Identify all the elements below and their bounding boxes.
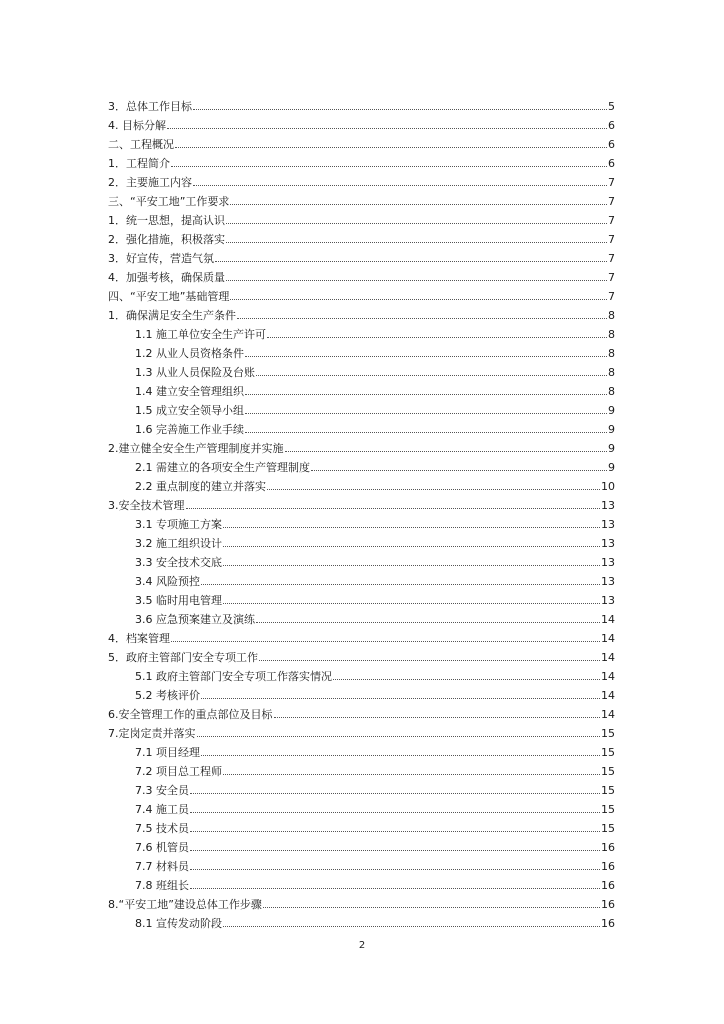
dot-leader <box>193 184 607 186</box>
toc-entry-title: 7.5 技术员 <box>135 822 189 835</box>
toc-entry[interactable] <box>108 284 615 303</box>
toc-entry[interactable] <box>108 816 615 835</box>
toc-entry[interactable] <box>108 208 615 227</box>
toc-entry-page: 8 <box>608 347 615 360</box>
toc-entry-title: 3.2 施工组织设计 <box>135 537 222 550</box>
toc-entry[interactable] <box>108 474 615 493</box>
toc-entry[interactable] <box>108 94 615 113</box>
toc-entry-page: 16 <box>601 841 615 854</box>
toc-entry-title: 6.安全管理工作的重点部位及目标 <box>108 708 273 721</box>
dot-leader <box>223 564 600 566</box>
toc-entry-page: 8 <box>608 328 615 341</box>
toc-entry-page: 9 <box>608 461 615 474</box>
dot-leader <box>197 735 601 737</box>
toc-entry-title: 7.4 施工员 <box>135 803 189 816</box>
toc-entry[interactable] <box>108 892 615 911</box>
dot-leader <box>201 697 600 699</box>
dot-leader <box>226 241 607 243</box>
toc-entry-page: 6 <box>608 157 615 170</box>
toc-entry[interactable] <box>108 189 615 208</box>
toc-entry[interactable] <box>108 911 615 930</box>
toc-entry-title: 2.建立健全安全生产管理制度并实施 <box>108 442 284 455</box>
toc-entry-page: 13 <box>601 518 615 531</box>
toc-entry[interactable] <box>108 379 615 398</box>
toc-entry[interactable] <box>108 531 615 550</box>
toc-entry-page: 13 <box>601 537 615 550</box>
toc-entry-page: 15 <box>601 803 615 816</box>
dot-leader <box>223 773 600 775</box>
toc-entry[interactable] <box>108 759 615 778</box>
toc-entry-page: 8 <box>608 366 615 379</box>
toc-entry-title: 7.6 机管员 <box>135 841 189 854</box>
toc-entry-title: 1.5 成立安全领导小组 <box>135 404 244 417</box>
toc-entry-title: 2.1 需建立的各项安全生产管理制度 <box>135 461 310 474</box>
toc-entry-page: 7 <box>608 252 615 265</box>
dot-leader <box>245 412 607 414</box>
toc-entry-page: 15 <box>601 765 615 778</box>
toc-entry-title: 3．总体工作目标 <box>108 100 192 113</box>
toc-entry-title: 4. 目标分解 <box>108 119 166 132</box>
toc-entry-page: 7 <box>608 271 615 284</box>
toc-entry-page: 13 <box>601 575 615 588</box>
toc-entry-page: 7 <box>608 233 615 246</box>
toc-entry-page: 7 <box>608 290 615 303</box>
toc-entry-title: 1．确保满足安全生产条件 <box>108 309 236 322</box>
dot-leader <box>267 336 607 338</box>
toc-entry-page: 8 <box>608 385 615 398</box>
toc-entry-page: 5 <box>608 100 615 113</box>
toc-entry-title: 3.3 安全技术交底 <box>135 556 222 569</box>
toc-entry[interactable] <box>108 778 615 797</box>
toc-entry[interactable] <box>108 493 615 512</box>
toc-entry-page: 9 <box>608 404 615 417</box>
dot-leader <box>223 602 600 604</box>
dot-leader <box>193 108 607 110</box>
toc-entry-title: 1.4 建立安全管理组织 <box>135 385 244 398</box>
toc-entry[interactable] <box>108 550 615 569</box>
toc-entry[interactable] <box>108 740 615 759</box>
toc-entry-title: 1.1 施工单位安全生产许可 <box>135 328 266 341</box>
toc-entry-title: 二、工程概况 <box>108 138 174 151</box>
toc-entry-page: 13 <box>601 499 615 512</box>
toc-entry[interactable] <box>108 607 615 626</box>
toc-entry[interactable] <box>108 417 615 436</box>
toc-entry-page: 16 <box>601 879 615 892</box>
dot-leader <box>223 526 600 528</box>
toc-entry[interactable] <box>108 721 615 740</box>
toc-entry[interactable] <box>108 151 615 170</box>
toc-entry-title: 7.定岗定责并落实 <box>108 727 196 740</box>
toc-entry-title: 1.6 完善施工作业手续 <box>135 423 244 436</box>
dot-leader <box>259 659 600 661</box>
toc-entry[interactable] <box>108 588 615 607</box>
dot-leader <box>333 678 600 680</box>
toc-entry[interactable] <box>108 645 615 664</box>
dot-leader <box>263 906 600 908</box>
toc-entry-title: 2．强化措施，积极落实 <box>108 233 225 246</box>
dot-leader <box>190 887 600 889</box>
toc-entry-title: 3.5 临时用电管理 <box>135 594 222 607</box>
toc-entry-page: 14 <box>601 651 615 664</box>
toc-entry-page: 9 <box>608 423 615 436</box>
toc-entry-page: 13 <box>601 594 615 607</box>
toc-entry-page: 9 <box>608 442 615 455</box>
toc-entry-page: 7 <box>608 214 615 227</box>
dot-leader <box>226 279 607 281</box>
dot-leader <box>245 431 607 433</box>
toc-entry-title: 3.安全技术管理 <box>108 499 185 512</box>
toc-entry[interactable] <box>108 398 615 417</box>
dot-leader <box>167 127 607 129</box>
dot-leader <box>171 165 607 167</box>
dot-leader <box>190 811 600 813</box>
toc-entry-title: 1．工程简介 <box>108 157 170 170</box>
page-number: 2 <box>358 940 366 951</box>
toc-entry[interactable] <box>108 246 615 265</box>
toc-entry-page: 8 <box>608 309 615 322</box>
toc-entry-title: 2．主要施工内容 <box>108 176 192 189</box>
dot-leader <box>186 507 601 509</box>
dot-leader <box>215 260 607 262</box>
toc-entry[interactable] <box>108 569 615 588</box>
toc-entry[interactable] <box>108 227 615 246</box>
toc-entry-page: 14 <box>601 670 615 683</box>
toc-entry-title: 7.2 项目总工程师 <box>135 765 222 778</box>
toc-entry-title: 三、“平安工地”工作要求 <box>108 195 230 208</box>
toc-entry[interactable] <box>108 132 615 151</box>
dot-leader <box>237 317 607 319</box>
toc-entry-page: 6 <box>608 119 615 132</box>
dot-leader <box>245 393 607 395</box>
dot-leader <box>256 621 600 623</box>
toc-entry-page: 14 <box>601 708 615 721</box>
toc-entry-title: 7.1 项目经理 <box>135 746 200 759</box>
toc-entry[interactable] <box>108 664 615 683</box>
dot-leader <box>311 469 607 471</box>
toc-entry-page: 16 <box>601 860 615 873</box>
toc-entry-title: 1.2 从业人员资格条件 <box>135 347 244 360</box>
toc-entry-title: 7.7 材料员 <box>135 860 189 873</box>
toc-entry-page: 15 <box>601 727 615 740</box>
toc-entry[interactable] <box>108 873 615 892</box>
toc-entry[interactable] <box>108 512 615 531</box>
dot-leader <box>223 545 600 547</box>
toc-entry[interactable] <box>108 322 615 341</box>
toc-entry-title: 3.1 专项施工方案 <box>135 518 222 531</box>
dot-leader <box>256 374 607 376</box>
toc-entry-title: 3.4 风险预控 <box>135 575 200 588</box>
dot-leader <box>201 754 600 756</box>
toc-entry-page: 15 <box>601 784 615 797</box>
toc-entry[interactable] <box>108 835 615 854</box>
toc-entry-page: 14 <box>601 613 615 626</box>
dot-leader <box>201 583 600 585</box>
toc-entry-page: 13 <box>601 556 615 569</box>
toc-entry-title: 1.3 从业人员保险及台账 <box>135 366 255 379</box>
dot-leader <box>190 792 600 794</box>
toc-entry-page: 6 <box>608 138 615 151</box>
dot-leader <box>226 222 607 224</box>
toc-entry[interactable] <box>108 683 615 702</box>
toc-entry-page: 16 <box>601 917 615 930</box>
dot-leader <box>223 925 600 927</box>
toc-entry-page: 7 <box>608 176 615 189</box>
toc-entry[interactable] <box>108 436 615 455</box>
toc-entry-title: 5.1 政府主管部门安全专项工作落实情况 <box>135 670 332 683</box>
toc-entry-title: 5.2 考核评价 <box>135 689 200 702</box>
dot-leader <box>190 868 600 870</box>
dot-leader <box>171 640 600 642</box>
toc-entry[interactable] <box>108 341 615 360</box>
dot-leader <box>190 830 600 832</box>
toc-entry[interactable] <box>108 113 615 132</box>
toc-entry-title: 四、“平安工地”基础管理 <box>108 290 230 303</box>
toc-entry-title: 1．统一思想，提高认识 <box>108 214 225 227</box>
dot-leader <box>230 203 607 205</box>
toc-entry-title: 3.6 应急预案建立及演练 <box>135 613 255 626</box>
toc-entry[interactable] <box>108 626 615 645</box>
toc-entry[interactable] <box>108 854 615 873</box>
toc-entry-title: 8.1 宣传发动阶段 <box>135 917 222 930</box>
toc-entry[interactable] <box>108 265 615 284</box>
toc-entry-title: 8.“平安工地”建设总体工作步骤 <box>108 898 262 911</box>
dot-leader <box>190 849 600 851</box>
dot-leader <box>175 146 607 148</box>
toc-entry-title: 7.8 班组长 <box>135 879 189 892</box>
toc-entry-title: 3．好宣传，营造气氛 <box>108 252 214 265</box>
toc-entry-page: 14 <box>601 632 615 645</box>
toc-entry-page: 10 <box>601 480 615 493</box>
toc-entry-page: 7 <box>608 195 615 208</box>
toc-entry-page: 14 <box>601 689 615 702</box>
toc-entry[interactable] <box>108 702 615 721</box>
toc-entry[interactable] <box>108 303 615 322</box>
dot-leader <box>267 488 600 490</box>
toc-entry-title: 4．档案管理 <box>108 632 170 645</box>
toc-entry[interactable] <box>108 170 615 189</box>
toc-entry-title: 4．加强考核，确保质量 <box>108 271 225 284</box>
dot-leader <box>245 355 607 357</box>
dot-leader <box>274 716 601 718</box>
dot-leader <box>285 450 608 452</box>
toc-entry-title: 2.2 重点制度的建立并落实 <box>135 480 266 493</box>
dot-leader <box>230 298 607 300</box>
toc-entry-page: 15 <box>601 746 615 759</box>
toc-entry[interactable] <box>108 797 615 816</box>
table-of-contents <box>108 94 615 930</box>
toc-entry[interactable] <box>108 360 615 379</box>
toc-entry-title: 5．政府主管部门安全专项工作 <box>108 651 258 664</box>
toc-entry-title: 7.3 安全员 <box>135 784 189 797</box>
toc-entry-page: 15 <box>601 822 615 835</box>
toc-entry-page: 16 <box>601 898 615 911</box>
toc-entry[interactable] <box>108 455 615 474</box>
